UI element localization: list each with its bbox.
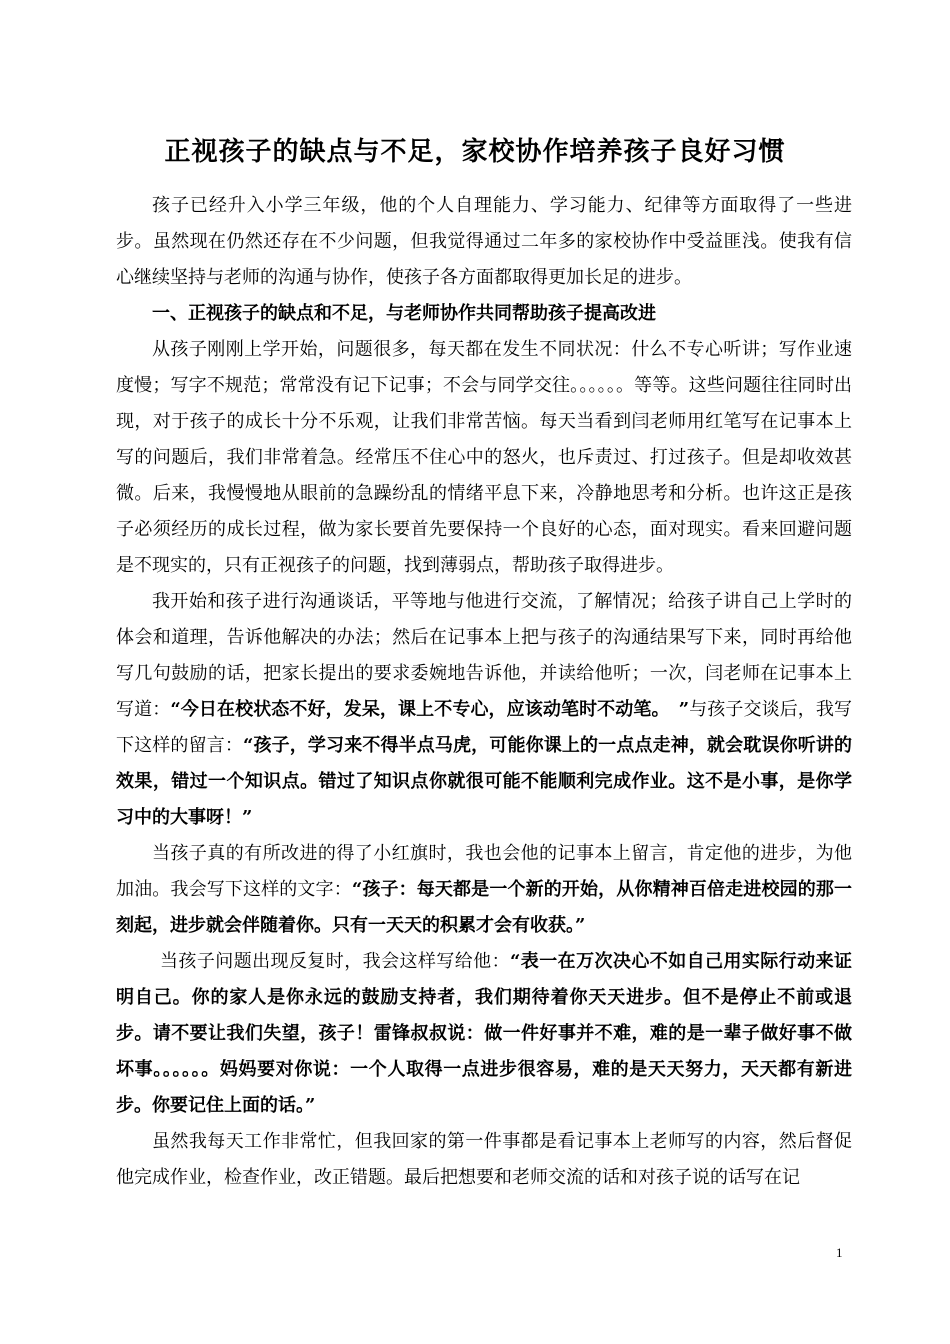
- paragraph-text: 我开始和孩子进行沟通谈话，平等地与他进行交流，了解情况；给孩子讲自己上学时的体会和道理，告诉他解决的办法；然后在记事本上把与孩子的沟通结果写下来，同时再给他写几句鼓励的话，把家长提出的要求委婉地告诉他，并读给他听；一次，闫老师在记事本上写道：: [116, 591, 852, 720]
- paragraph-encouragement: [116, 836, 852, 944]
- repetition-quote: “表一在万次决心不如自己用实际行动来证明自己。你的家人是你永远的鼓励支持者，我们期待着你天天进步。但不是停止不前或退步。请不要让我们失望，孩子！雷锋叔叔说：做一件好事并不难，难的是一辈子做好事不做坏事。。。。。。妈妈要对你说：一个人取得一点进步很容易，难的是天天努力，天天都有新进步。你要记住上面的话。”: [116, 951, 852, 1116]
- parent-note-quote: “孩子，学习来不得半点马虎，可能你课上的一点点走神，就会耽误你听讲的效果，错过一个知识点。错过了知识点你就很可能不能顺利完成作业。这不是小事，是你学习中的大事呀！”: [116, 735, 853, 828]
- encouragement-quote: “孩子：每天都是一个新的开始，从你精神百倍走进校园的那一刻起，进步就会伴随着你。只有一天天的积累才会有收获。”: [116, 879, 853, 936]
- document-title: 正视孩子的缺点与不足，家校协作培养孩子良好习惯: [164, 137, 786, 167]
- teacher-note-quote: “今日在校状态不好，发呆，课上不专心，应该动笔时不动笔。 ”: [170, 699, 690, 720]
- paragraph-daily-routine: 虽然我每天工作非常忙，但我回家的第一件事都是看记事本上老师写的内容，然后督促他完成作业，检查作业，改正错题。最后把想要和老师交流的话和对孩子说的话写在记: [116, 1131, 852, 1188]
- paragraph-repetition: [116, 944, 852, 1124]
- paragraph-text: 当孩子真的有所改进的得了小红旗时，我也会他的记事本上留言，肯定他的进步，为他加油。我会写下这样的文字：: [116, 843, 852, 900]
- intro-paragraph: 孩子已经升入小学三年级，他的个人自理能力、学习能力、纪律等方面取得了一些进步。虽然现在仍然还存在不少问题，但我觉得通过二年多的家校协作中受益匪浅。使我有信心继续坚持与老师的沟通与协作，使孩子各方面都取得更加长足的进步。: [116, 195, 852, 288]
- document-body: [116, 188, 852, 1196]
- page-number: 1: [836, 1245, 843, 1260]
- paragraph-text: 当孩子问题出现反复时，我会这样写给他：: [160, 951, 511, 972]
- section-heading: 一、正视孩子的缺点和不足，与老师协作共同帮助孩子提高改进: [152, 303, 656, 324]
- paragraph-text: 与孩子交谈后，我写下这样的留言：: [116, 699, 853, 756]
- paragraph-problems: 从孩子刚刚上学开始，问题很多，每天都在发生不同状况：什么不专心听讲；写作业速度慢；写字不规范；常常没有记下记事；不会与同学交往。。。。。。等等。这些问题往往同时出现，对于孩子的成长十分不乐观，让我们非常苦恼。每天当看到闫老师用红笔写在记事本上写的问题后，我们非常着急。经常压不住心中的怒火，也斥责过、打过孩子。但是却收效甚微。后来，我慢慢地从眼前的急躁纷乱的情绪平息下来，冷静地思考和分析。也许这正是孩子必须经历的成长过程，做为家长要首先要保持一个良好的心态，面对现实。看来回避问题是不现实的，只有正视孩子的问题，找到薄弱点，帮助孩子取得进步。: [116, 339, 852, 576]
- paragraph-communication: [116, 584, 852, 836]
